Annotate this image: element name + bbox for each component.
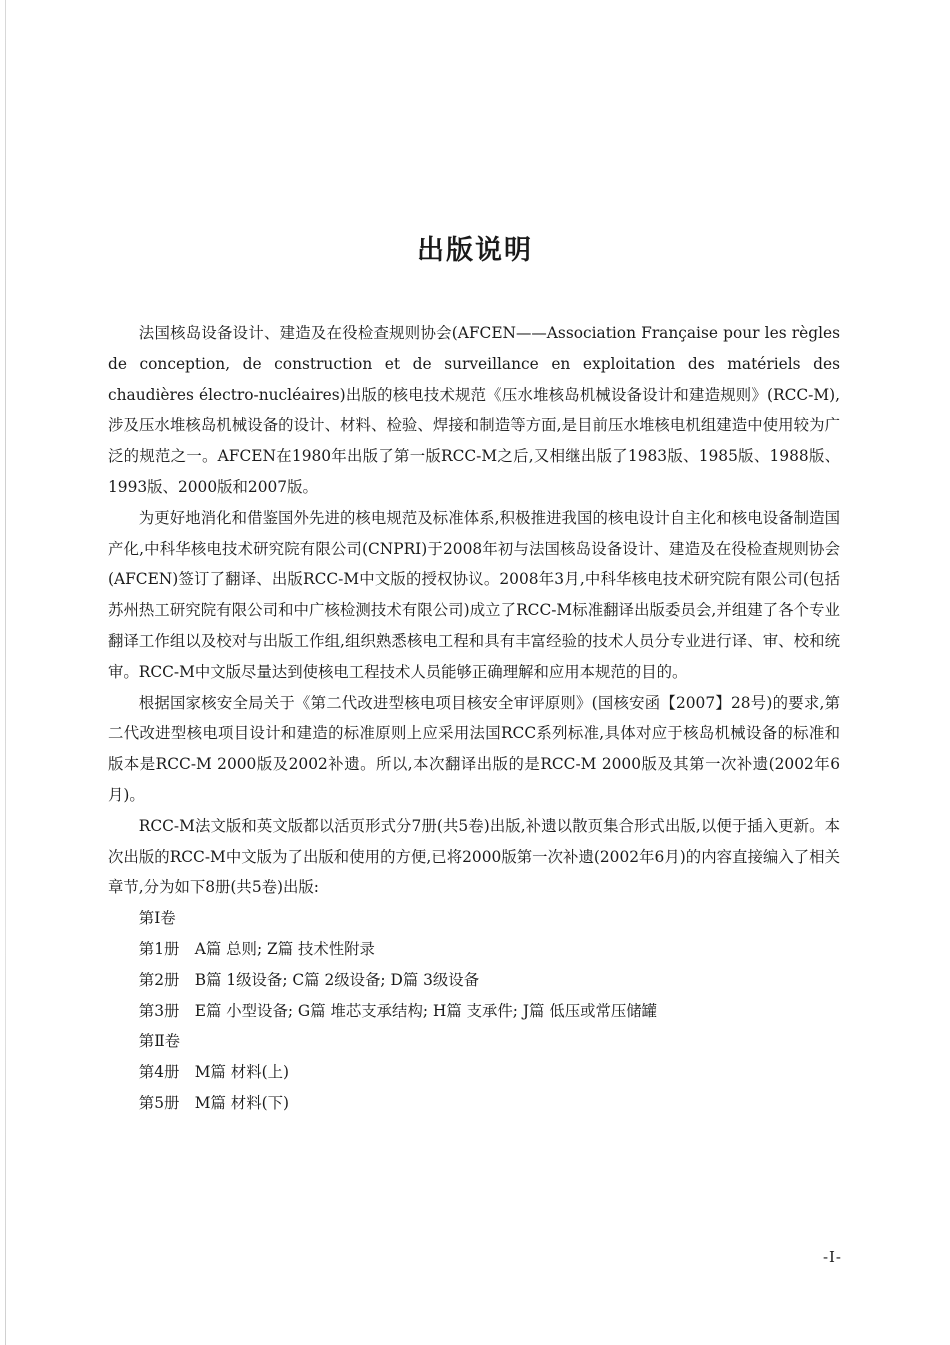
list-item: 第2册 B篇 1级设备; C篇 2级设备; D篇 3级设备 <box>138 970 480 989</box>
page-number: -I- <box>822 1248 842 1266</box>
volume-list <box>108 903 840 1119</box>
list-item: 第3册 E篇 小型设备; G篇 堆芯支承结构; H篇 支承件; J篇 低压或常压储罐 <box>138 1001 658 1020</box>
list-item: 第5册 M篇 材料(下) <box>138 1093 289 1112</box>
paragraph-edition-format: RCC-M法文版和英文版都以活页形式分7册(共5卷)出版,补遗以散页集合形式出版,以便于插入更新。本次出版的RCC-M中文版为了出版和使用的方便,已将2000版第一次补遗(2002年6月)的内容直接编入了相关章节,分为如下8册(共5卷)出版: <box>108 816 840 897</box>
list-item: 第Ⅰ卷 <box>138 909 176 928</box>
page-title: 出版说明 <box>417 235 533 266</box>
paragraph-translation-agreement: 为更好地消化和借鉴国外先进的核电规范及标准体系,积极推进我国的核电设计自主化和核电设备制造国产化,中科华核电技术研究院有限公司(CNPRI)于2008年初与法国核岛设备设计、建造及在役检查规则协会(AFCEN)签订了翻译、出版RCC-M中文版的授权协议。2008年3月,中科华核电技术研究院有限公司(包括苏州热工研究院有限公司和中广核检测技术有限公司)成立了RCC-M标准翻译出版委员会,并组建了各个专业翻译工作组以及校对与出版工作组,组织熟悉核电工程和具有丰富经验的技术人员分专业进行译、审、校和统审。RCC-M中文版尽量达到使核电工程技术人员能够正确理解和应用本规范的目的。 <box>108 508 840 681</box>
paragraph-afcen-intro: 法国核岛设备设计、建造及在役检查规则协会(AFCEN——Association Française pour les règles de conception, de construction et de surveillance en exploitation des matériels des chaudières électro-nucléaires)出版的核电技术规范《压水堆核岛机械设备设计和建造规则》(RCC-M),涉及压水堆核岛机械设备的设计、材料、检验、焊接和制造等方面,是目前压水堆核电机组建造中使用较为广泛的规范之一。AFCEN在1980年出版了第一版RCC-M之后,又相继出版了1983版、1985版、1988版、1993版、2000版和2007版。 <box>108 324 840 496</box>
scan-edge-line <box>5 0 6 1345</box>
document-body <box>108 318 840 1119</box>
list-item: 第1册 A篇 总则; Z篇 技术性附录 <box>138 939 375 958</box>
list-item: 第Ⅱ卷 <box>138 1032 181 1051</box>
paragraph-standard-basis: 根据国家核安全局关于《第二代改进型核电项目核安全审评原则》(国核安函【2007】28号)的要求,第二代改进型核电项目设计和建造的标准原则上应采用法国RCC系列标准,具体对应于核岛机械设备的标准和版本是RCC-M 2000版及2002补遗。所以,本次翻译出版的是RCC-M 2000版及其第一次补遗(2002年6月)。 <box>108 693 840 804</box>
list-item: 第4册 M篇 材料(上) <box>138 1063 289 1082</box>
